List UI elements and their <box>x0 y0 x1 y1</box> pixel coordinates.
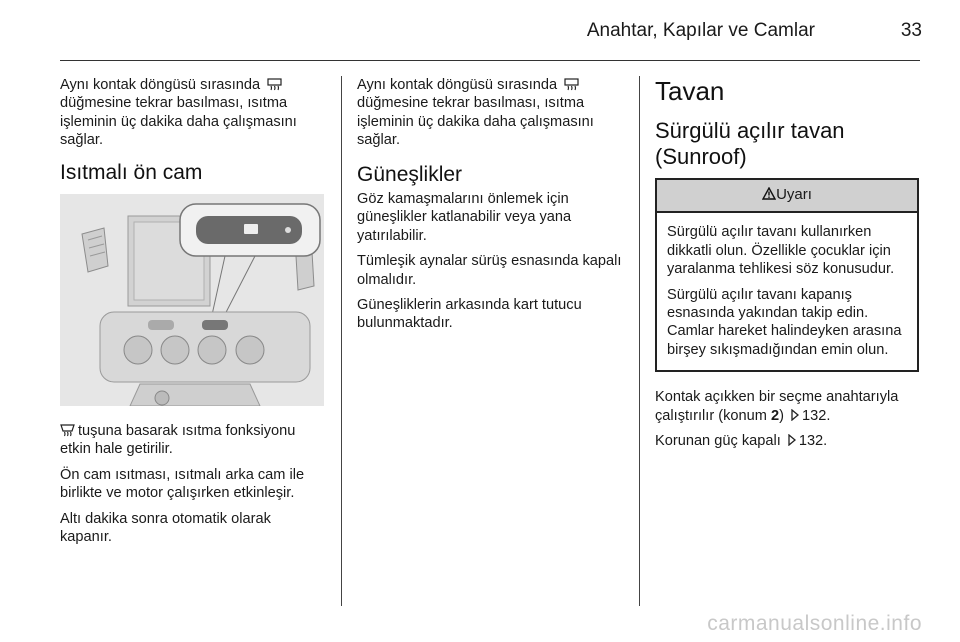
paragraph-text: Korunan güç kapalı <box>655 433 781 450</box>
paragraph <box>655 388 923 425</box>
warning-header <box>657 180 917 213</box>
column-divider <box>341 76 342 606</box>
paragraph-text: Kontak açıkken bir seçme anahtarıyla çalıştırılır (konum <box>655 389 899 424</box>
paragraph-text: Aynı kontak döngüsü sırasında <box>357 77 558 93</box>
subsection-heading-sunroof: Sürgülü açılır tavan (Sunroof) <box>655 118 845 169</box>
warning-body <box>657 213 917 370</box>
paragraph-text: düğmesine tekrar basılması, ısıtma işleminin üç dakika daha çalışmasını sağlar. <box>60 95 297 149</box>
page-reference[interactable]: 132. <box>802 407 831 424</box>
cross-reference-arrow-icon <box>787 434 797 446</box>
paragraph: Güneşliklerin arkasında kart tutucu bulunmaktadır. <box>357 297 582 332</box>
paragraph <box>357 76 625 150</box>
header-rule <box>60 60 920 61</box>
section-heading-roof: Tavan <box>655 76 725 106</box>
warning-triangle-icon <box>762 187 776 200</box>
page-reference[interactable]: 132. <box>798 433 828 450</box>
column-3 <box>655 76 923 457</box>
rear-window-heat-icon <box>564 78 579 91</box>
cross-reference-arrow-icon <box>790 409 800 421</box>
rear-window-heat-icon <box>267 78 282 91</box>
paragraph: Altı dakika sonra otomatik olarak kapanır. <box>60 510 271 546</box>
paragraph: Ön cam ısıtması, ısıtmalı arka cam ile birlikte ve motor çalışırken etkinleşir. <box>60 466 305 502</box>
paragraph <box>60 422 325 459</box>
section-heading-heated-windscreen: Isıtmalı ön cam <box>60 160 203 184</box>
page-number: 33 <box>900 20 922 41</box>
paragraph-text: ) <box>779 407 784 424</box>
warning-paragraph: Sürgülü açılır tavanı kapanış esnasında yakından takip edin. Camlar hareket halindeyken arasına birşey sıkışmadığından emin olun. <box>667 286 902 358</box>
column-1 <box>60 76 325 553</box>
warning-title: Uyarı <box>776 186 812 203</box>
paragraph <box>655 432 923 450</box>
paragraph: Tümleşik aynalar sürüş esnasında kapalı olmalıdır. <box>357 253 622 288</box>
paragraph: Göz kamaşmalarını önlemek için güneşlikler katlanabilir veya yana yatırılabilir. <box>357 191 572 244</box>
paragraph-text: tuşuna basarak ısıtma fonksiyonu etkin hale getirilir. <box>60 423 296 458</box>
warning-box <box>655 178 919 372</box>
column-divider <box>639 76 640 606</box>
paragraph-text: Aynı kontak döngüsü sırasında <box>60 77 261 93</box>
paragraph-text: düğmesine tekrar basılması, ısıtma işleminin üç dakika daha çalışmasını sağlar. <box>357 95 594 149</box>
position-number: 2 <box>770 407 780 424</box>
watermark: carmanualsonline.info <box>707 612 922 635</box>
section-heading-sun-visors: Güneşlikler <box>357 162 463 186</box>
heated-windscreen-button-illustration <box>60 194 324 406</box>
paragraph <box>60 76 325 150</box>
warning-paragraph: Sürgülü açılır tavanı kullanırken dikkatli olun. Özellikle çocuklar için yaralanma tehlikesi söz konusudur. <box>667 224 895 278</box>
column-2 <box>357 76 625 340</box>
page-header-title: Anahtar, Kapılar ve Camlar <box>586 20 815 41</box>
windscreen-heat-icon <box>60 424 75 437</box>
